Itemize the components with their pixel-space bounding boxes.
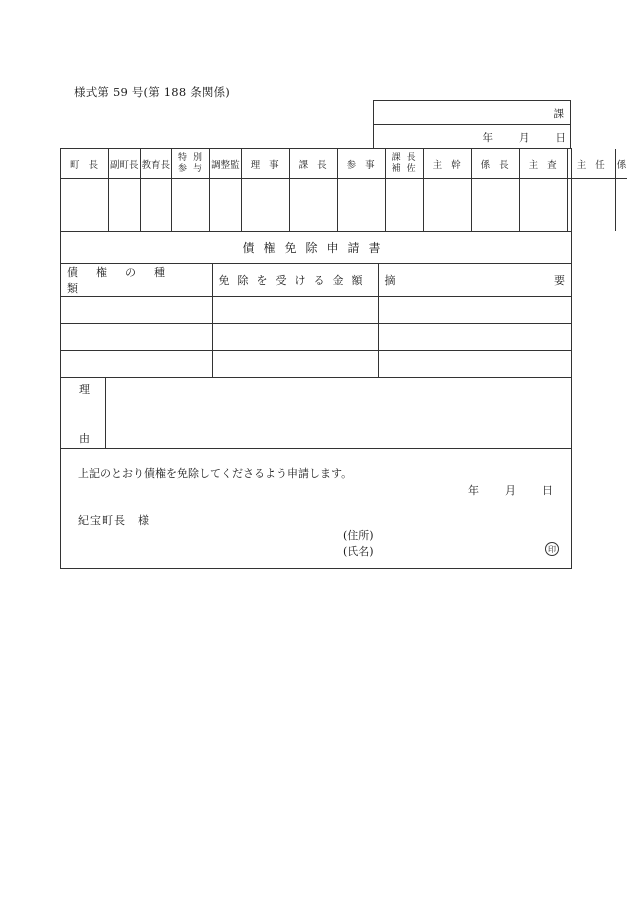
approval-role-text: 特別 [178,152,209,163]
approval-role-label [290,149,337,179]
department-box [373,100,571,148]
approval-role-text: 副町長 [110,159,139,171]
reason-label-bottom: 由 [79,432,90,445]
remarks-cell[interactable] [378,297,571,324]
claim-kind-cell[interactable] [61,351,212,378]
header-remarks: 摘 要 [378,264,571,297]
approval-role-text: 補佐 [391,163,422,174]
approval-role-text: 主幹 [432,159,470,171]
header-exempt-amount: 免除を受ける金額 [212,264,378,297]
approval-role-text: 教育長 [141,159,171,171]
header-date [483,130,567,145]
applicant-section [61,449,571,569]
department-suffix: 課 [553,108,564,120]
approval-cell [141,149,173,231]
approval-stamp-area[interactable] [338,179,385,231]
approval-cell [568,149,616,231]
approval-cell [338,149,386,231]
header-date-row [374,125,570,149]
application-month: 月 [505,484,516,497]
approval-stamp-area[interactable] [61,179,108,231]
approval-role-label [472,149,519,179]
approval-role-text: 調整監 [211,159,240,171]
approval-stamp-area[interactable] [568,179,615,231]
header-year: 年 [482,132,493,144]
header-claim-kind: 債権の種類 [61,264,212,297]
form-title: 債権免除申請書 [61,232,571,264]
approval-cell [616,149,628,231]
approval-role-label [520,149,567,179]
claims-table [61,264,571,378]
table-row [61,324,571,351]
approval-role-text: 課長 [391,152,422,163]
amount-cell[interactable] [212,351,378,378]
approval-cell [61,149,109,231]
approval-cell [424,149,472,231]
approval-role-text: 主査 [528,159,566,171]
approval-role-text: 係長 [480,159,518,171]
remarks-cell[interactable] [378,351,571,378]
approval-role-text: 参与 [178,163,209,174]
application-statement: 上記のとおり債権を免除してくださるよう申請します。 [78,467,353,480]
approval-stamp-area[interactable] [386,179,423,231]
approval-role-text: 係 [616,159,627,171]
approval-role-label [424,149,471,179]
approval-cell [386,149,424,231]
form-number: 様式第 59 号(第 188 条関係) [74,85,230,99]
approval-stamp-area[interactable] [172,179,209,231]
reason-label-top: 理 [79,383,90,396]
remarks-cell[interactable] [378,324,571,351]
application-date [468,482,553,498]
approval-role-text: 町長 [70,159,108,171]
name-label: (氏名) [343,545,374,558]
approval-cell [290,149,338,231]
claim-kind-cell[interactable] [61,324,212,351]
approval-cell [520,149,568,231]
approval-role-label [568,149,615,179]
table-row [61,351,571,378]
approval-stamp-area[interactable] [520,179,567,231]
approval-stamp-area[interactable] [109,179,140,231]
header-month: 月 [519,132,530,144]
claims-header-row [61,264,571,297]
approval-cell [472,149,520,231]
approval-role-text: 課長 [298,159,336,171]
address-label: (住所) [343,529,374,542]
reason-label [61,378,106,448]
approval-stamp-area[interactable] [141,179,172,231]
approval-cell [210,149,242,231]
approval-role-label [338,149,385,179]
approval-grid [61,149,627,232]
approval-stamp-area[interactable] [616,179,628,231]
approval-role-label [172,149,209,179]
addressee: 紀宝町長 様 [78,514,150,527]
claim-kind-cell[interactable] [61,297,212,324]
approval-role-text: 参事 [346,159,384,171]
amount-cell[interactable] [212,297,378,324]
approval-role-label [386,149,423,179]
seal-mark: 印 [545,542,559,556]
approval-role-label [616,149,628,179]
approval-role-label [242,149,289,179]
reason-section [61,378,571,449]
approval-cell [109,149,141,231]
application-form [60,148,627,569]
table-row [61,297,571,324]
approval-role-label [61,149,108,179]
approval-role-label [210,149,241,179]
header-day: 日 [555,132,566,144]
approval-stamp-area[interactable] [210,179,241,231]
approval-cell [242,149,290,231]
approval-stamp-area[interactable] [424,179,471,231]
amount-cell[interactable] [212,324,378,351]
approval-role-label [109,149,140,179]
application-day: 日 [542,484,553,497]
approval-stamp-area[interactable] [242,179,289,231]
reason-field[interactable] [106,378,571,448]
department-row [374,101,570,125]
approval-stamp-area[interactable] [290,179,337,231]
approval-role-text: 理事 [250,159,288,171]
approval-stamp-area[interactable] [472,179,519,231]
application-year: 年 [468,484,479,497]
approval-cell [172,149,210,231]
approval-role-label [141,149,172,179]
approval-role-text: 主任 [576,159,614,171]
